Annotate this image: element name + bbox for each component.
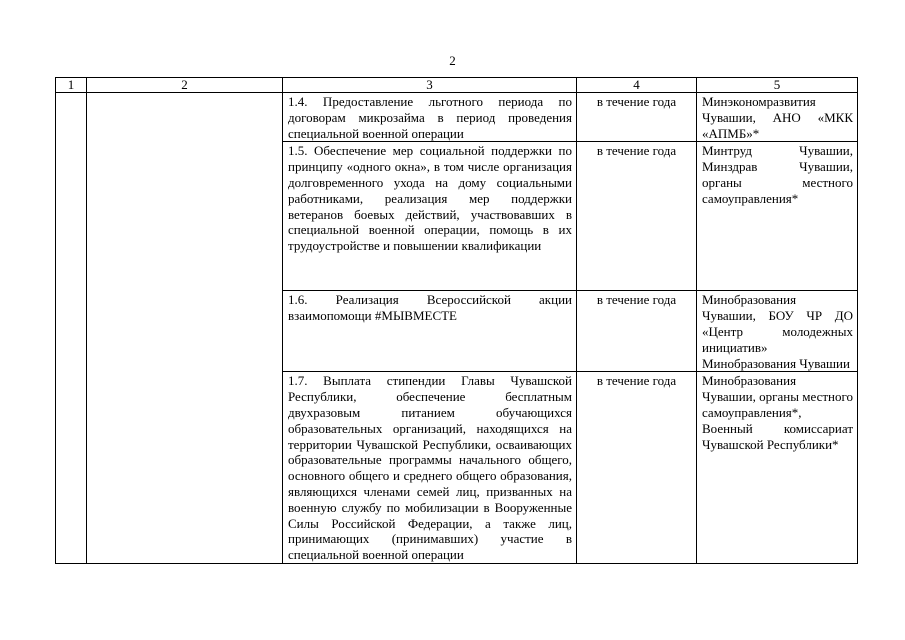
empty-cell-col2 [87,93,283,564]
header-cell-4: 4 [577,78,697,93]
executor-text: Минэкономразвития Чувашии, АНО «МКК «АПМБ»* [702,94,853,141]
measure-cell [283,142,577,291]
term-text: в течение года [596,292,677,308]
measures-table [55,77,858,564]
header-row [56,78,858,93]
executor-text: Минобразования Чувашии, органы местного самоуправления*, Военный комиссариат Чувашской Республики* [702,373,853,452]
header-cell-1: 1 [56,78,87,93]
measure-text: 1.4. Предоставление льготного периода по договорам микрозайма в период проведения специальной военной операции [288,94,572,141]
empty-cell-col1 [56,93,87,564]
header-cell-3: 3 [283,78,577,93]
term-cell [577,372,697,564]
executor-cell [697,372,858,564]
term-cell [577,291,697,372]
measure-text: 1.5. Обеспечение мер социальной поддержки по принципу «одного окна», в том числе организация долговременного ухода на дому социальными работниками, реализация мер поддержки ветеранов боевых действий, участвовавших в специальной военной операции, помощь в их трудоустройстве и повышении квалификации [288,143,572,254]
header-cell-5: 5 [697,78,858,93]
measure-cell [283,291,577,372]
table-row [56,93,858,142]
measure-cell [283,93,577,142]
executor-text: Минобразования Чувашии, БОУ ЧР ДО «Центр молодежных инициатив» Минобразования Чувашии [702,292,853,371]
term-text: в течение года [596,373,677,389]
measure-text: 1.7. Выплата стипендии Главы Чувашской Республики, обеспечение бесплатным двухразовым питанием обучающихся образовательных организаций, находящихся на территории Чувашской Республики, осваивающих образовательные программы начального общего, основного общего и среднего общего образования, являющихся членами семей лиц, призванных на военную службу по мобилизации в Вооруженные Силы Российской Федерации, а также лиц, принимающих (принимавших) участие в специальной военной операции [288,373,572,563]
term-text: в течение года [596,94,677,109]
executor-text: Минтруд Чувашии, Минздрав Чувашии, органы местного самоуправления* [702,143,853,206]
measure-cell [283,372,577,564]
term-cell [577,93,697,142]
page-number: 2 [449,53,456,68]
term-cell [577,142,697,291]
measure-text: 1.6. Реализация Всероссийской акции взаимопомощи #МЫВМЕСТЕ [288,292,572,324]
term-text: в течение года [596,143,677,159]
executor-cell [697,291,858,372]
executor-cell [697,93,858,142]
executor-cell [697,142,858,291]
header-cell-2: 2 [87,78,283,93]
